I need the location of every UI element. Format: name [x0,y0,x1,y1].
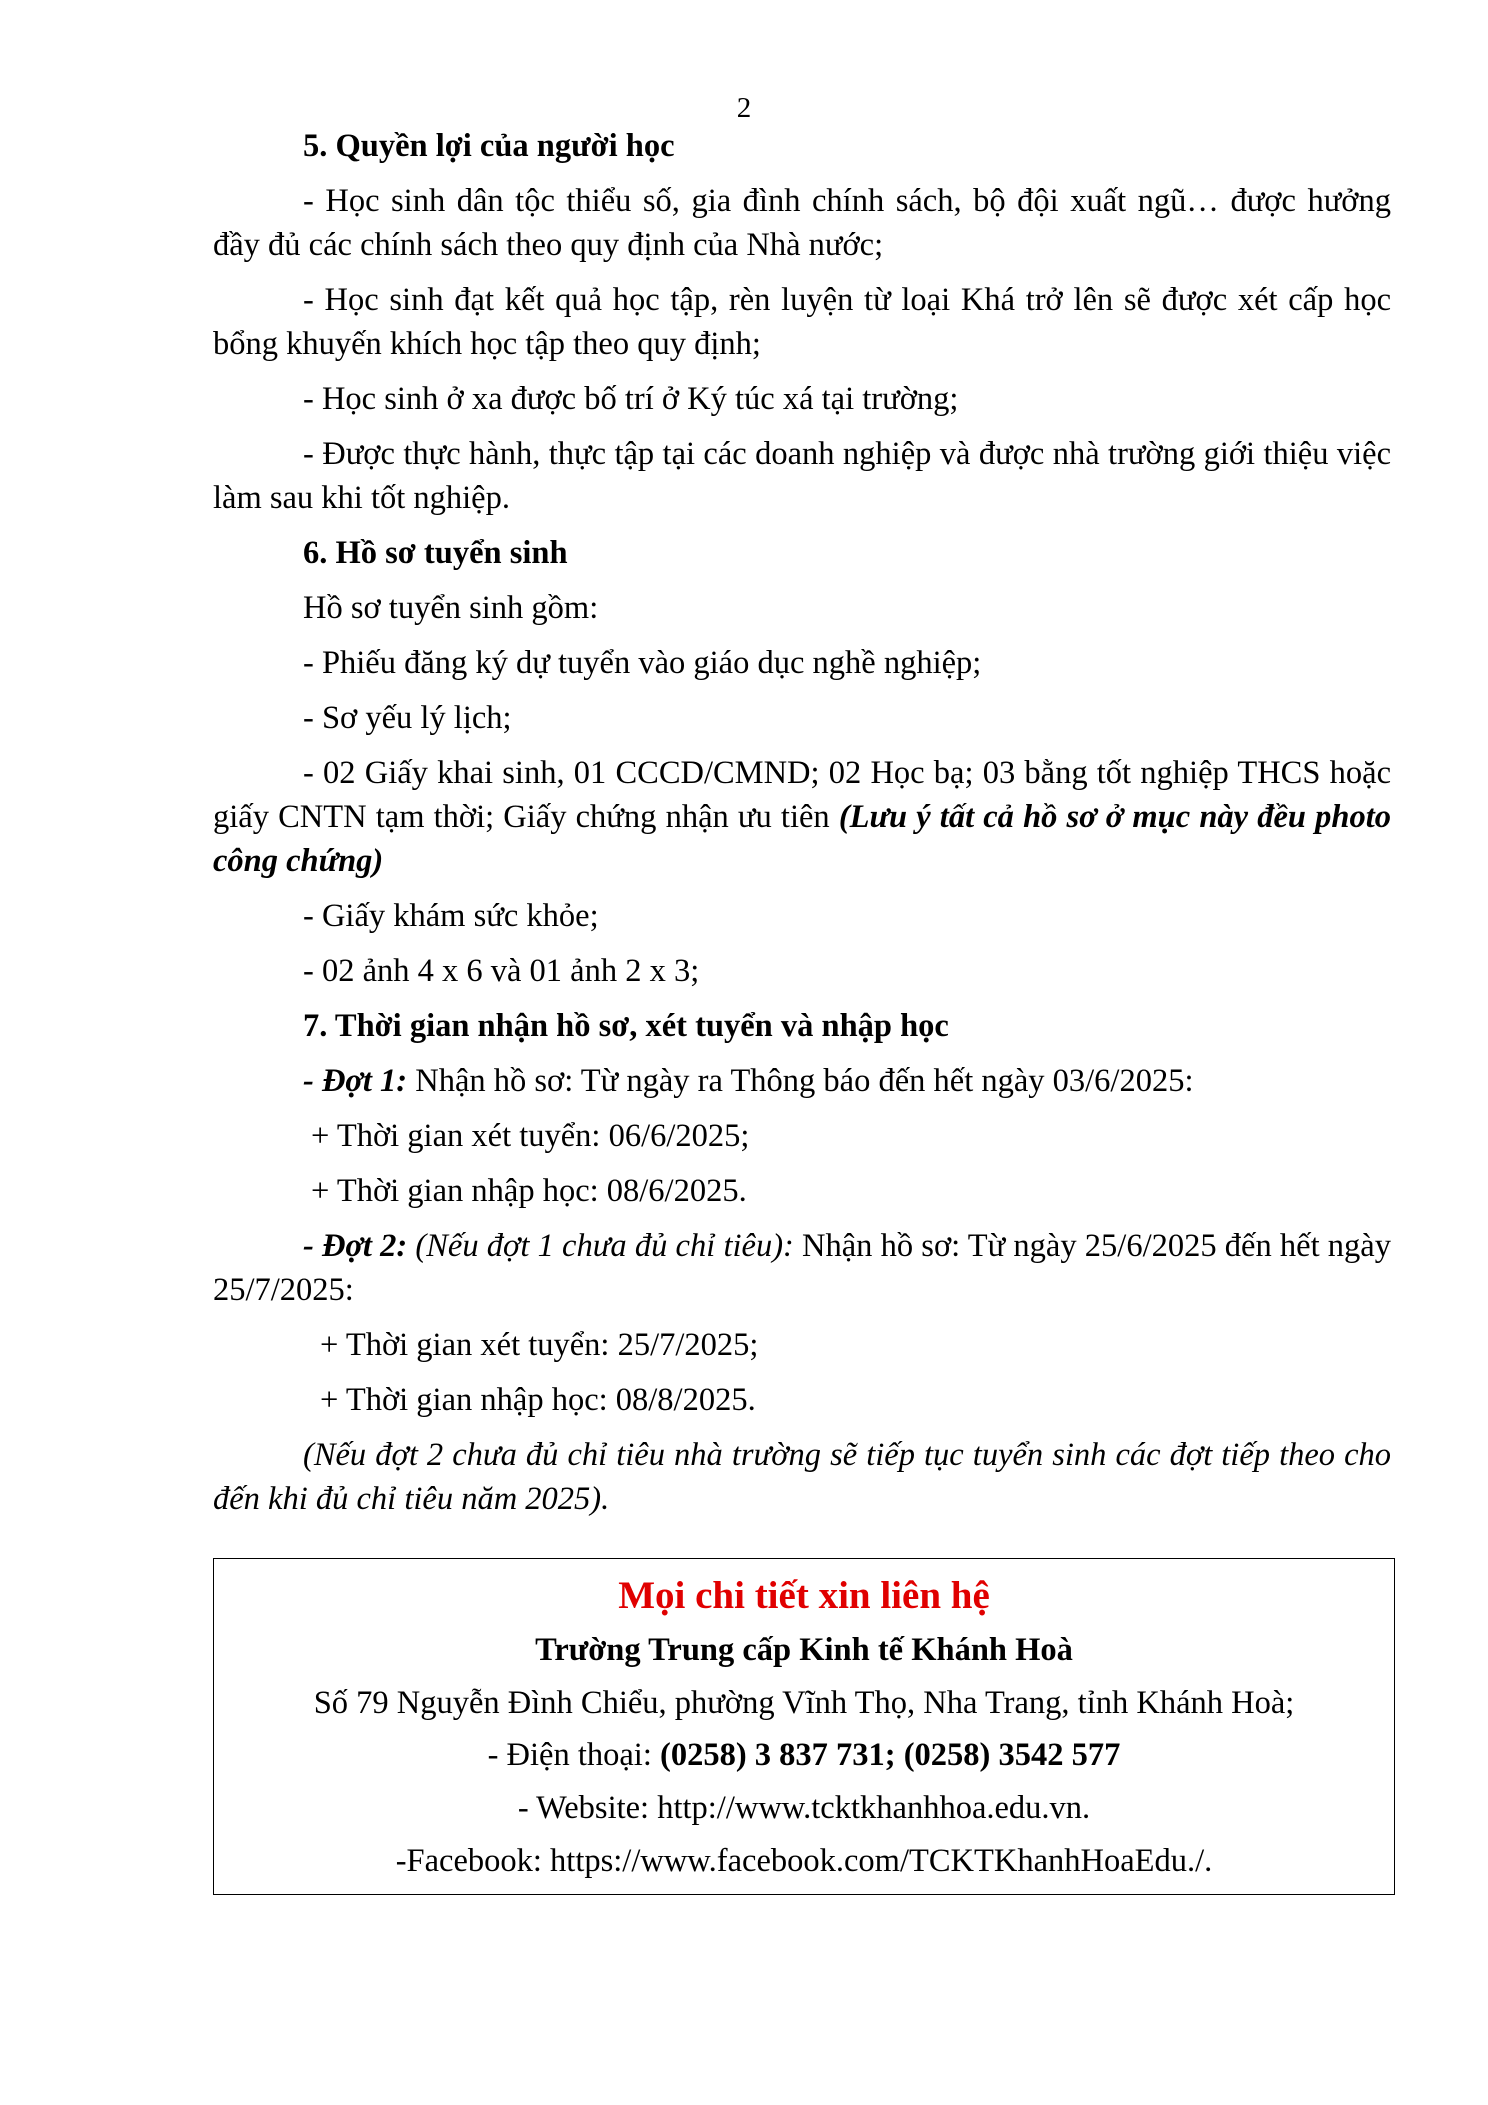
round-1-text: Nhận hồ sơ: Từ ngày ra Thông báo đến hết ngày 03/6/2025: [407,1063,1194,1099]
school-address: Số 79 Nguyễn Đình Chiểu, phường Vĩnh Thọ, Nha Trang, tỉnh Khánh Hoà; [313,1685,1295,1721]
school-website: - Website: http://www.tcktkhanhhoa.edu.vn. [517,1790,1091,1826]
section-6-item [213,751,1391,883]
round-2-text: Nhận hồ sơ: Từ ngày 25/6/2025 đến hết ngày 25/7/2025: [213,1228,1391,1308]
page-number: 2 [736,92,752,124]
school-name: Trường Trung cấp Kinh tế Khánh Hoà [535,1632,1073,1668]
section-6-notarize-note: (Lưu ý tất cả hồ sơ ở mục này đều photo công chứng) [213,799,1391,879]
round-2 [213,1224,1391,1312]
section-6-intro: Hồ sơ tuyển sinh gồm: [303,590,599,626]
round-1 [213,1059,1391,1103]
school-facebook: -Facebook: https://www.facebook.com/TCKTKhanhHoaEdu./. [395,1843,1213,1879]
round-1-label: - Đợt 1: [303,1063,408,1099]
section-6-item-text: - 02 Giấy khai sinh, 01 CCCD/CMND; 02 Học bạ; 03 bằng tốt nghiệp THCS hoặc giấy CNTN tạm thời; Giấy chứng nhận ưu tiên [213,755,1391,835]
section-5-item: - Học sinh dân tộc thiểu số, gia đình chính sách, bộ đội xuất ngũ… được hưởng đầy đủ các chính sách theo quy định của Nhà nước; [213,183,1391,263]
round-1-review-date: + Thời gian xét tuyển: 06/6/2025; [311,1118,750,1154]
section-5-item: - Học sinh đạt kết quả học tập, rèn luyện từ loại Khá trở lên sẽ được xét cấp học bổng khuyến khích học tập theo quy định; [213,282,1391,362]
contact-box [213,1558,1395,1895]
section-5-item: - Được thực hành, thực tập tại các doanh nghiệp và được nhà trường giới thiệu việc làm sau khi tốt nghiệp. [213,436,1391,516]
section-6-item: - Phiếu đăng ký dự tuyển vào giáo dục nghề nghiệp; [303,645,982,681]
contact-title: Mọi chi tiết xin liên hệ [618,1574,990,1617]
phone-label: - Điện thoại: [487,1737,660,1773]
round-note: (Nếu đợt 2 chưa đủ chỉ tiêu nhà trường sẽ tiếp tục tuyển sinh các đợt tiếp theo cho đến khi đủ chỉ tiêu năm 2025). [213,1437,1391,1517]
section-5-heading: 5. Quyền lợi của người học [303,128,675,164]
section-7-heading: 7. Thời gian nhận hồ sơ, xét tuyển và nhập học [303,1008,949,1044]
round-2-review-date: + Thời gian xét tuyển: 25/7/2025; [320,1327,759,1363]
round-2-label: - Đợt 2: [303,1228,408,1264]
document-body [213,124,1391,1532]
round-1-enroll-date: + Thời gian nhập học: 08/6/2025. [311,1173,747,1209]
round-2-enroll-date: + Thời gian nhập học: 08/8/2025. [320,1382,756,1418]
round-2-condition: (Nếu đợt 1 chưa đủ chỉ tiêu): [407,1228,794,1264]
phone-numbers: (0258) 3 837 731; (0258) 3542 577 [660,1737,1121,1773]
section-6-heading: 6. Hồ sơ tuyển sinh [303,535,568,571]
section-5-item: - Học sinh ở xa được bố trí ở Ký túc xá tại trường; [303,381,959,417]
section-6-item: - Giấy khám sức khỏe; [303,898,599,934]
section-6-item: - Sơ yếu lý lịch; [303,700,512,736]
school-phone [214,1737,1394,1774]
section-6-item: - 02 ảnh 4 x 6 và 01 ảnh 2 x 3; [303,953,700,989]
